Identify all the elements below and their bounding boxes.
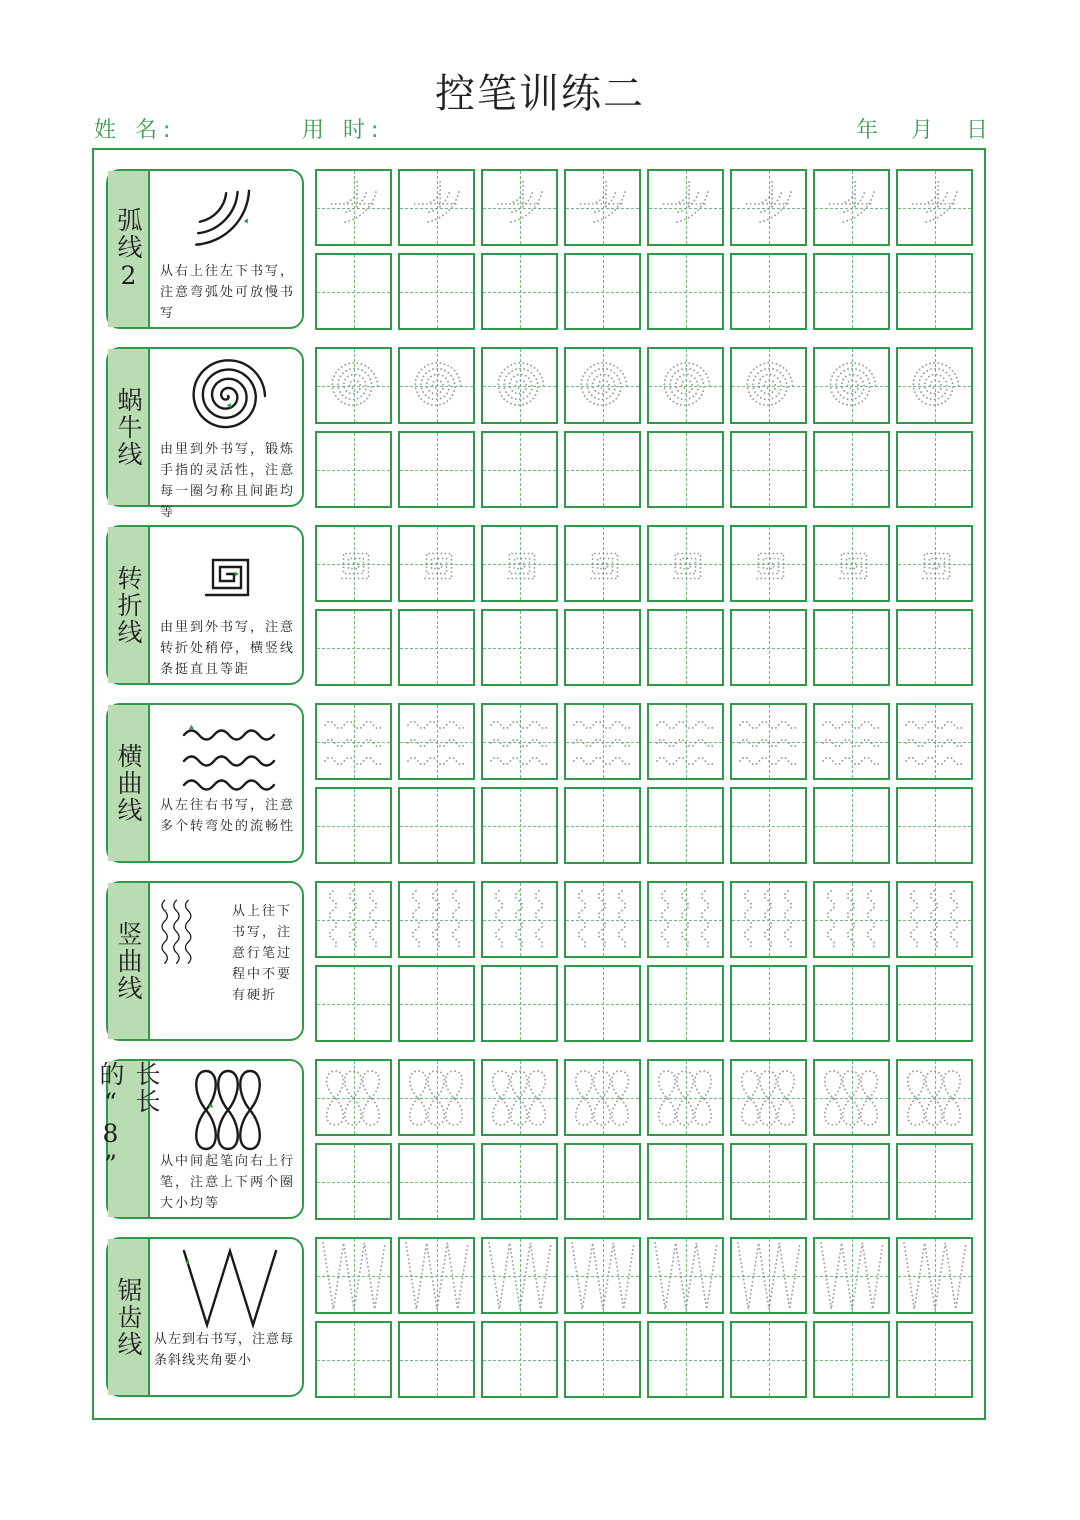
practice-cell[interactable] — [647, 609, 724, 686]
trace-cell[interactable] — [564, 347, 641, 424]
trace-cell[interactable] — [730, 1059, 807, 1136]
practice-cell[interactable] — [315, 431, 392, 508]
trace-cell[interactable] — [398, 881, 475, 958]
practice-cell[interactable] — [896, 609, 973, 686]
practice-cell[interactable] — [730, 1143, 807, 1220]
name-label: 姓 名: — [94, 118, 177, 143]
trace-cell[interactable] — [564, 1237, 641, 1314]
trace-cell[interactable] — [398, 703, 475, 780]
practice-cell[interactable] — [896, 787, 973, 864]
practice-cell[interactable] — [564, 431, 641, 508]
trace-cell[interactable] — [564, 525, 641, 602]
trace-cell[interactable] — [813, 703, 890, 780]
exercise-instructions: 由里到外书写，注意转折处稍停，横竖线条挺直且等距 — [160, 620, 296, 677]
practice-cell[interactable] — [315, 787, 392, 864]
practice-cell[interactable] — [813, 253, 890, 330]
exercise-instructions: 由里到外书写，锻炼手指的灵活性，注意每一圈匀称且间距均等 — [160, 442, 296, 520]
exercise-name-tab — [108, 349, 150, 505]
practice-cell[interactable] — [896, 965, 973, 1042]
practice-cell[interactable] — [398, 787, 475, 864]
practice-cell[interactable] — [315, 965, 392, 1042]
practice-cell[interactable] — [564, 1143, 641, 1220]
trace-cell[interactable] — [481, 169, 558, 246]
practice-cell[interactable] — [481, 1143, 558, 1220]
horizontal-waves-icon — [154, 709, 300, 795]
month-label: 月 — [910, 118, 933, 143]
trace-cell[interactable] — [896, 881, 973, 958]
practice-cell[interactable] — [315, 1143, 392, 1220]
trace-cell[interactable] — [896, 347, 973, 424]
practice-cell[interactable] — [315, 1321, 392, 1398]
practice-cell[interactable] — [730, 253, 807, 330]
exercise-name-tab — [108, 527, 150, 683]
day-label: 日 — [965, 118, 988, 143]
practice-cell[interactable] — [813, 965, 890, 1042]
trace-cell[interactable] — [315, 881, 392, 958]
practice-cell[interactable] — [398, 253, 475, 330]
trace-cell[interactable] — [481, 881, 558, 958]
exercise-name: 弧线2 — [114, 206, 143, 292]
time-label: 用 时: — [302, 118, 385, 143]
exercise-name: 蜗牛线 — [114, 386, 143, 468]
trace-cell[interactable] — [730, 347, 807, 424]
trace-cell[interactable] — [647, 1059, 724, 1136]
practice-cell[interactable] — [730, 787, 807, 864]
trace-cell[interactable] — [647, 703, 724, 780]
practice-cell[interactable] — [398, 965, 475, 1042]
trace-cell[interactable] — [813, 1237, 890, 1314]
trace-cell[interactable] — [564, 169, 641, 246]
arcs-icon — [154, 175, 300, 261]
spiral-icon — [154, 353, 300, 439]
practice-cell[interactable] — [315, 609, 392, 686]
zigzag-icon — [154, 1243, 300, 1329]
trace-cell[interactable] — [481, 703, 558, 780]
practice-cell[interactable] — [813, 1321, 890, 1398]
practice-cell[interactable] — [730, 1321, 807, 1398]
date-label — [830, 113, 988, 144]
exercise-name-tab — [108, 171, 150, 327]
exercise-name: 横曲线 — [114, 742, 143, 824]
trace-cell[interactable] — [730, 525, 807, 602]
trace-cell[interactable] — [315, 347, 392, 424]
exercise-name: 转折线 — [114, 564, 143, 646]
practice-cell[interactable] — [481, 431, 558, 508]
practice-cell[interactable] — [564, 609, 641, 686]
practice-cell[interactable] — [647, 787, 724, 864]
trace-cell[interactable] — [647, 347, 724, 424]
trace-cell[interactable] — [481, 1059, 558, 1136]
exercise-name: 竖曲线 — [114, 920, 143, 1002]
trace-cell[interactable] — [564, 703, 641, 780]
practice-cell[interactable] — [481, 965, 558, 1042]
trace-cell[interactable] — [896, 703, 973, 780]
trace-cell[interactable] — [398, 1237, 475, 1314]
trace-cell[interactable] — [896, 1237, 973, 1314]
practice-cell[interactable] — [315, 253, 392, 330]
trace-cell[interactable] — [398, 169, 475, 246]
practice-cell[interactable] — [896, 1321, 973, 1398]
practice-cell[interactable] — [813, 431, 890, 508]
practice-cell[interactable] — [647, 431, 724, 508]
practice-cell[interactable] — [398, 431, 475, 508]
trace-cell[interactable] — [647, 881, 724, 958]
trace-cell[interactable] — [730, 703, 807, 780]
trace-cell[interactable] — [315, 703, 392, 780]
trace-cell[interactable] — [730, 1237, 807, 1314]
trace-cell[interactable] — [647, 1237, 724, 1314]
trace-cell[interactable] — [813, 881, 890, 958]
practice-cell[interactable] — [730, 609, 807, 686]
practice-cell[interactable] — [647, 253, 724, 330]
vertical-waves-icon — [154, 897, 232, 1023]
trace-cell[interactable] — [315, 1059, 392, 1136]
year-label: 年 — [855, 118, 878, 143]
exercise-card — [106, 169, 304, 329]
exercise-card — [106, 347, 304, 520]
practice-cell[interactable] — [481, 609, 558, 686]
exercise-instructions: 从上往下书写，注意行笔过程中不要有硬折 — [232, 904, 293, 1003]
trace-cell[interactable] — [730, 881, 807, 958]
exercise-instructions: 从右上往左下书写，注意弯弧处可放慢书写 — [160, 264, 296, 321]
exercise-name-tab — [108, 883, 150, 1039]
trace-cell[interactable] — [398, 1059, 475, 1136]
exercise-name: 长长的“8” — [96, 1061, 161, 1181]
practice-cell[interactable] — [647, 1143, 724, 1220]
practice-cell[interactable] — [564, 787, 641, 864]
trace-cell[interactable] — [896, 525, 973, 602]
trace-cell[interactable] — [481, 525, 558, 602]
trace-cell[interactable] — [564, 1059, 641, 1136]
trace-cell[interactable] — [813, 169, 890, 246]
practice-cell[interactable] — [481, 1321, 558, 1398]
trace-cell[interactable] — [564, 881, 641, 958]
trace-cell[interactable] — [481, 1237, 558, 1314]
exercise-card — [106, 525, 304, 685]
page-title: 控笔训练二 — [435, 71, 645, 117]
trace-cell[interactable] — [315, 169, 392, 246]
trace-cell[interactable] — [813, 525, 890, 602]
practice-cell[interactable] — [564, 253, 641, 330]
square-spiral-icon — [154, 531, 300, 617]
trace-cell[interactable] — [315, 525, 392, 602]
trace-cell[interactable] — [398, 347, 475, 424]
exercise-name-tab — [108, 1239, 150, 1395]
trace-cell[interactable] — [730, 169, 807, 246]
exercise-card — [106, 881, 304, 1041]
practice-cell[interactable] — [398, 1143, 475, 1220]
practice-cell[interactable] — [647, 1321, 724, 1398]
practice-cell[interactable] — [398, 609, 475, 686]
exercise-instructions: 从左到右书写，注意每条斜线夹角要小 — [154, 1332, 295, 1368]
trace-cell[interactable] — [813, 347, 890, 424]
trace-cell[interactable] — [315, 1237, 392, 1314]
practice-cell[interactable] — [896, 431, 973, 508]
practice-cell[interactable] — [730, 431, 807, 508]
exercise-name-tab — [96, 1061, 161, 1217]
trace-cell[interactable] — [896, 1059, 973, 1136]
practice-cell[interactable] — [813, 1143, 890, 1220]
practice-cell[interactable] — [730, 965, 807, 1042]
exercise-card — [106, 1237, 304, 1397]
trace-cell[interactable] — [647, 525, 724, 602]
practice-cell[interactable] — [813, 787, 890, 864]
practice-cell[interactable] — [564, 1321, 641, 1398]
practice-cell[interactable] — [481, 253, 558, 330]
exercise-instructions: 从左往右书写，注意多个转弯处的流畅性 — [160, 798, 296, 834]
practice-cell[interactable] — [896, 1143, 973, 1220]
practice-cell[interactable] — [647, 965, 724, 1042]
trace-cell[interactable] — [647, 169, 724, 246]
practice-cell[interactable] — [896, 253, 973, 330]
practice-cell[interactable] — [813, 609, 890, 686]
practice-cell[interactable] — [398, 1321, 475, 1398]
trace-cell[interactable] — [481, 347, 558, 424]
exercise-card — [106, 703, 304, 863]
practice-cell[interactable] — [481, 787, 558, 864]
exercise-name: 锯齿线 — [114, 1276, 143, 1358]
exercise-card — [96, 1059, 304, 1219]
trace-cell[interactable] — [813, 1059, 890, 1136]
practice-cell[interactable] — [564, 965, 641, 1042]
exercise-name-tab — [108, 705, 150, 861]
figure-eight-icon — [154, 1065, 300, 1151]
exercise-instructions: 从中间起笔向右上行笔，注意上下两个圈大小均等 — [160, 1154, 296, 1211]
trace-cell[interactable] — [896, 169, 973, 246]
trace-cell[interactable] — [398, 525, 475, 602]
